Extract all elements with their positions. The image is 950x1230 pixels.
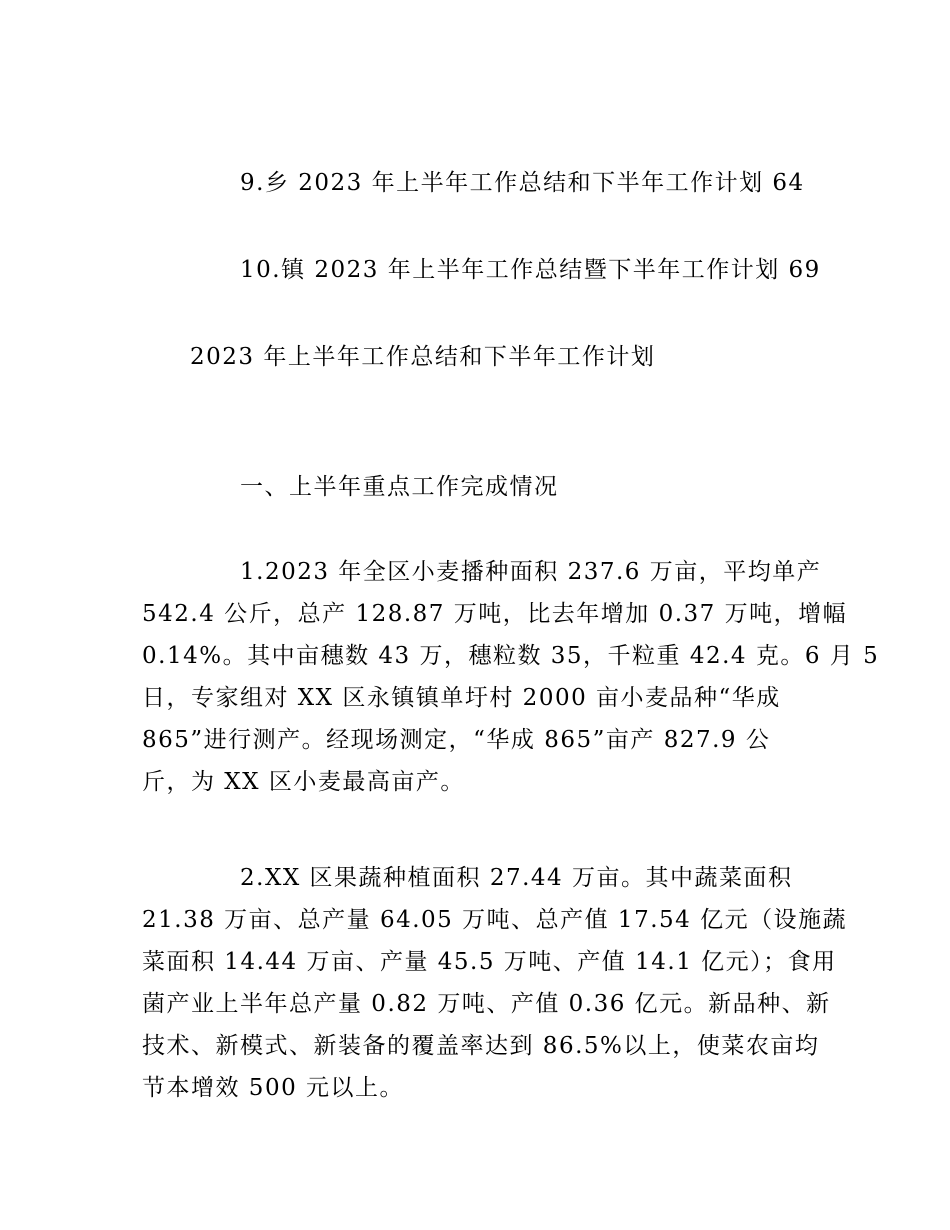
paragraph-line: 865”进行测产。经现场测定，“华成 865”亩产 827.9 公 (142, 727, 771, 753)
paragraph-wheat (142, 551, 880, 803)
paragraph-line: 21.38 万亩、总产量 64.05 万吨、总产值 17.54 亿元（设施蔬 (142, 907, 848, 933)
paragraph-line: 1.2023 年全区小麦播种面积 237.6 万亩，平均单产 (240, 559, 822, 585)
toc-entry-9: 9.乡 2023 年上半年工作总结和下半年工作计划 64 (240, 170, 805, 196)
paragraph-line: 斤，为 XX 区小麦最高亩产。 (142, 769, 465, 795)
paragraph-vegetables (142, 857, 848, 1109)
paragraph-line: 节本增效 500 元以上。 (142, 1075, 405, 1101)
paragraph-line: 0.14%。其中亩穗数 43 万，穗粒数 35，千粒重 42.4 克。6 月 5 (142, 643, 880, 669)
paragraph-line: 技术、新模式、新装备的覆盖率达到 86.5%以上，使菜农亩均 (142, 1033, 820, 1059)
paragraph-line: 菌产业上半年总产量 0.82 万吨、产值 0.36 亿元。新品种、新 (142, 991, 831, 1017)
paragraph-line: 2.XX 区果蔬种植面积 27.44 万亩。其中蔬菜面积 (240, 865, 793, 891)
section-heading: 一、上半年重点工作完成情况 (240, 474, 559, 500)
paragraph-line: 日，专家组对 XX 区永镇镇单圩村 2000 亩小麦品种“华成 (142, 685, 781, 711)
toc-entry-10: 10.镇 2023 年上半年工作总结暨下半年工作计划 69 (240, 257, 821, 283)
paragraph-line: 542.4 公斤，总产 128.87 万吨，比去年增加 0.37 万吨，增幅 (142, 601, 848, 627)
document-title: 2023 年上半年工作总结和下半年工作计划 (190, 344, 656, 370)
paragraph-line: 菜面积 14.44 万亩、产量 45.5 万吨、产值 14.1 亿元）；食用 (142, 949, 837, 975)
